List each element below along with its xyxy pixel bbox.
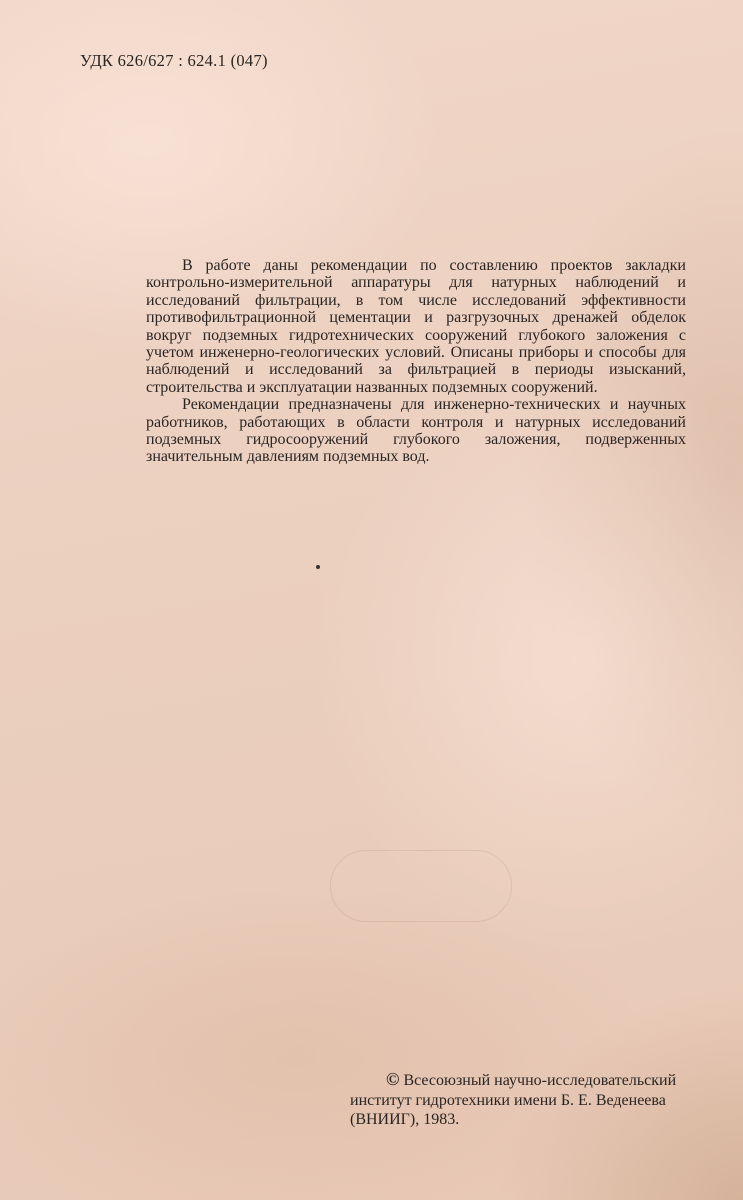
print-dot — [316, 565, 320, 569]
udk-classification: УДК 626/627 : 624.1 (047) — [80, 51, 268, 70]
copyright-block — [350, 1070, 743, 1130]
copyright-icon: © — [386, 1070, 400, 1089]
abstract — [146, 257, 686, 466]
abstract-paragraph-2: Рекомендации предназначены для инженерно-технических и научных работников, работающих в области контроля и натурных исследований подземных гидросооружений глубокого заложения, подверженных значительным давлениям подземных вод. — [146, 396, 686, 466]
copyright-line-3: (ВНИИГ), 1983. — [350, 1111, 460, 1128]
faint-stamp-mark — [330, 850, 512, 922]
copyright-line-1 — [350, 1070, 743, 1091]
copyright-line-2: институт гидротехники имени Б. Е. Веденеева — [350, 1091, 666, 1109]
copyright-institute-1: Всесоюзный научно-исследовательский — [403, 1072, 677, 1089]
abstract-paragraph-1: В работе даны рекомендации по составлению проектов закладки контрольно-измерительной аппаратуры для натурных наблюдений и исследований фильтрации, в том числе исследований эффективности противофильтрационной цементации и разгрузочных дренажей обделок вокруг подземных гидротехнических сооружений глубокого заложения с учетом инженерно-геологических условий. Описаны приборы и способы для наблюдений и исследований за фильтрацией в периоды изысканий, строительства и эксплуатации названных подземных сооружений. — [146, 257, 686, 396]
